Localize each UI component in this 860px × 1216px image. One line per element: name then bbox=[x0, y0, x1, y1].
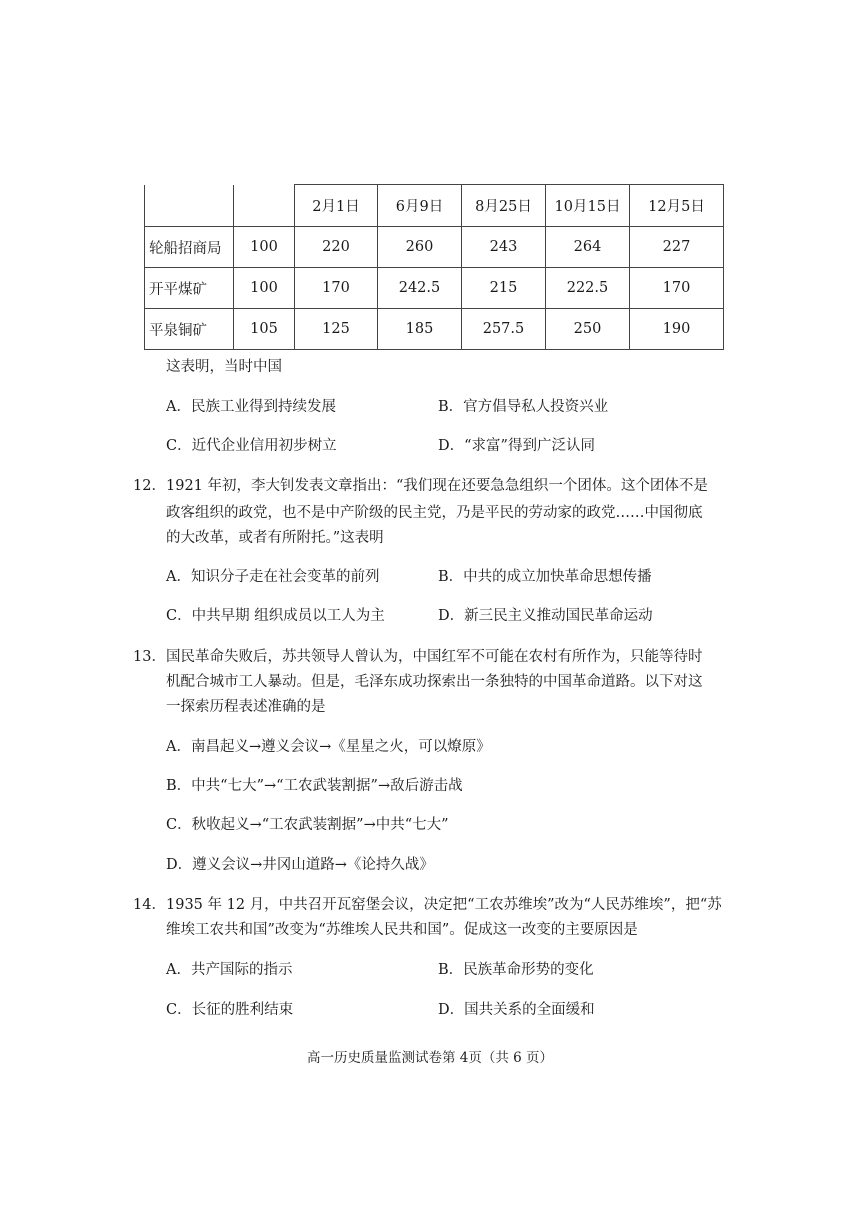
row-company: 轮船招商局 bbox=[145, 227, 234, 268]
page-footer: 高一历史质量监测试卷第 4页（共 6 页） bbox=[306, 1050, 554, 1066]
row-value: 170 bbox=[295, 268, 378, 309]
header-date: 8月25日 bbox=[462, 185, 546, 227]
q11-option-b[interactable]: B．官方倡导私人投资兴业 bbox=[438, 399, 609, 415]
row-value: 125 bbox=[295, 309, 378, 350]
q13-stem-line: 机配合城市工人暴动。但是，毛泽东成功探索出一条独特的中国革命道路。以下对这 bbox=[166, 674, 703, 690]
q12-option-c[interactable]: C．中共早期 组织成员以工人为主 bbox=[166, 608, 385, 624]
row-company: 开平煤矿 bbox=[145, 268, 234, 309]
row-value: 257.5 bbox=[462, 309, 546, 350]
table-header-row bbox=[145, 185, 724, 227]
header-date: 2月1日 bbox=[295, 185, 378, 227]
q14-option-c[interactable]: C．长征的胜利结束 bbox=[166, 1002, 294, 1018]
q14-stem-line: 1935 年 12 月，中共召开瓦窑堡会议，决定把“工农苏维埃”改为“人民苏维埃”，把“苏 bbox=[166, 897, 722, 913]
row-value: 243 bbox=[462, 227, 546, 268]
row-value: 185 bbox=[378, 309, 462, 350]
q13-number: 13． bbox=[133, 649, 166, 665]
q13-option-b[interactable]: B．中共“七大”→“工农武装割据”→敌后游击战 bbox=[166, 778, 463, 794]
row-base-value: 105 bbox=[234, 309, 295, 350]
row-base-value: 100 bbox=[234, 268, 295, 309]
row-value: 190 bbox=[630, 309, 724, 350]
header-blank-cell bbox=[234, 185, 295, 227]
q14-number: 14． bbox=[133, 897, 166, 913]
q14-stem-line: 维埃工农共和国”改变为“苏维埃人民共和国”。促成这一改变的主要原因是 bbox=[166, 922, 638, 938]
q13-option-c[interactable]: C．秋收起义→“工农武装割据”→中共“七大” bbox=[166, 817, 449, 833]
table-row bbox=[145, 309, 724, 350]
q13-stem-line: 国民革命失败后，苏共领导人曾认为，中国红军不可能在农村有所作为，只能等待时 bbox=[166, 649, 703, 665]
q14-option-b[interactable]: B．民族革命形势的变化 bbox=[438, 962, 594, 978]
row-company: 平泉铜矿 bbox=[145, 309, 234, 350]
q14-option-d[interactable]: D．国共关系的全面缓和 bbox=[438, 1002, 595, 1018]
header-date: 10月15日 bbox=[546, 185, 630, 227]
q11-option-a[interactable]: A．民族工业得到持续发展 bbox=[166, 399, 336, 415]
q11-option-c[interactable]: C．近代企业信用初步树立 bbox=[166, 438, 337, 454]
row-base-value: 100 bbox=[234, 227, 295, 268]
row-value: 250 bbox=[546, 309, 630, 350]
row-value: 242.5 bbox=[378, 268, 462, 309]
header-blank-cell bbox=[145, 185, 234, 227]
q13-option-a[interactable]: A．南昌起义→遵义会议→《星星之火，可以燎原》 bbox=[166, 739, 491, 755]
q13-stem-line: 一探索历程表述准确的是 bbox=[166, 699, 326, 715]
table-row bbox=[145, 227, 724, 268]
q12-option-d[interactable]: D．新三民主义推动国民革命运动 bbox=[438, 608, 653, 624]
row-value: 170 bbox=[630, 268, 724, 309]
stock-price-table bbox=[144, 184, 724, 350]
q11-stem-tail: 这表明，当时中国 bbox=[166, 359, 282, 375]
q11-option-d[interactable]: D．“求富”得到广泛认同 bbox=[438, 438, 595, 454]
q13-option-d[interactable]: D．遵义会议→井冈山道路→《论持久战》 bbox=[166, 857, 434, 873]
q14-option-a[interactable]: A．共产国际的指示 bbox=[166, 962, 293, 978]
row-value: 222.5 bbox=[546, 268, 630, 309]
q12-stem-line: 政客组织的政党，也不是中产阶级的民主党，乃是平民的劳动家的政党……中国彻底 bbox=[166, 505, 703, 521]
row-value: 264 bbox=[546, 227, 630, 268]
table-row bbox=[145, 268, 724, 309]
row-value: 260 bbox=[378, 227, 462, 268]
q12-stem-line: 的大改革，或者有所附托。”这表明 bbox=[166, 530, 384, 546]
row-value: 215 bbox=[462, 268, 546, 309]
row-value: 227 bbox=[630, 227, 724, 268]
q12-option-a[interactable]: A．知识分子走在社会变革的前列 bbox=[166, 569, 380, 585]
q12-stem-line: 1921 年初，李大钊发表文章指出：“我们现在还要急急组织一个团体。这个团体不是 bbox=[166, 478, 708, 494]
header-date: 12月5日 bbox=[630, 185, 724, 227]
header-date: 6月9日 bbox=[378, 185, 462, 227]
q12-option-b[interactable]: B．中共的成立加快革命思想传播 bbox=[438, 569, 652, 585]
q12-number: 12． bbox=[133, 478, 166, 494]
row-value: 220 bbox=[295, 227, 378, 268]
